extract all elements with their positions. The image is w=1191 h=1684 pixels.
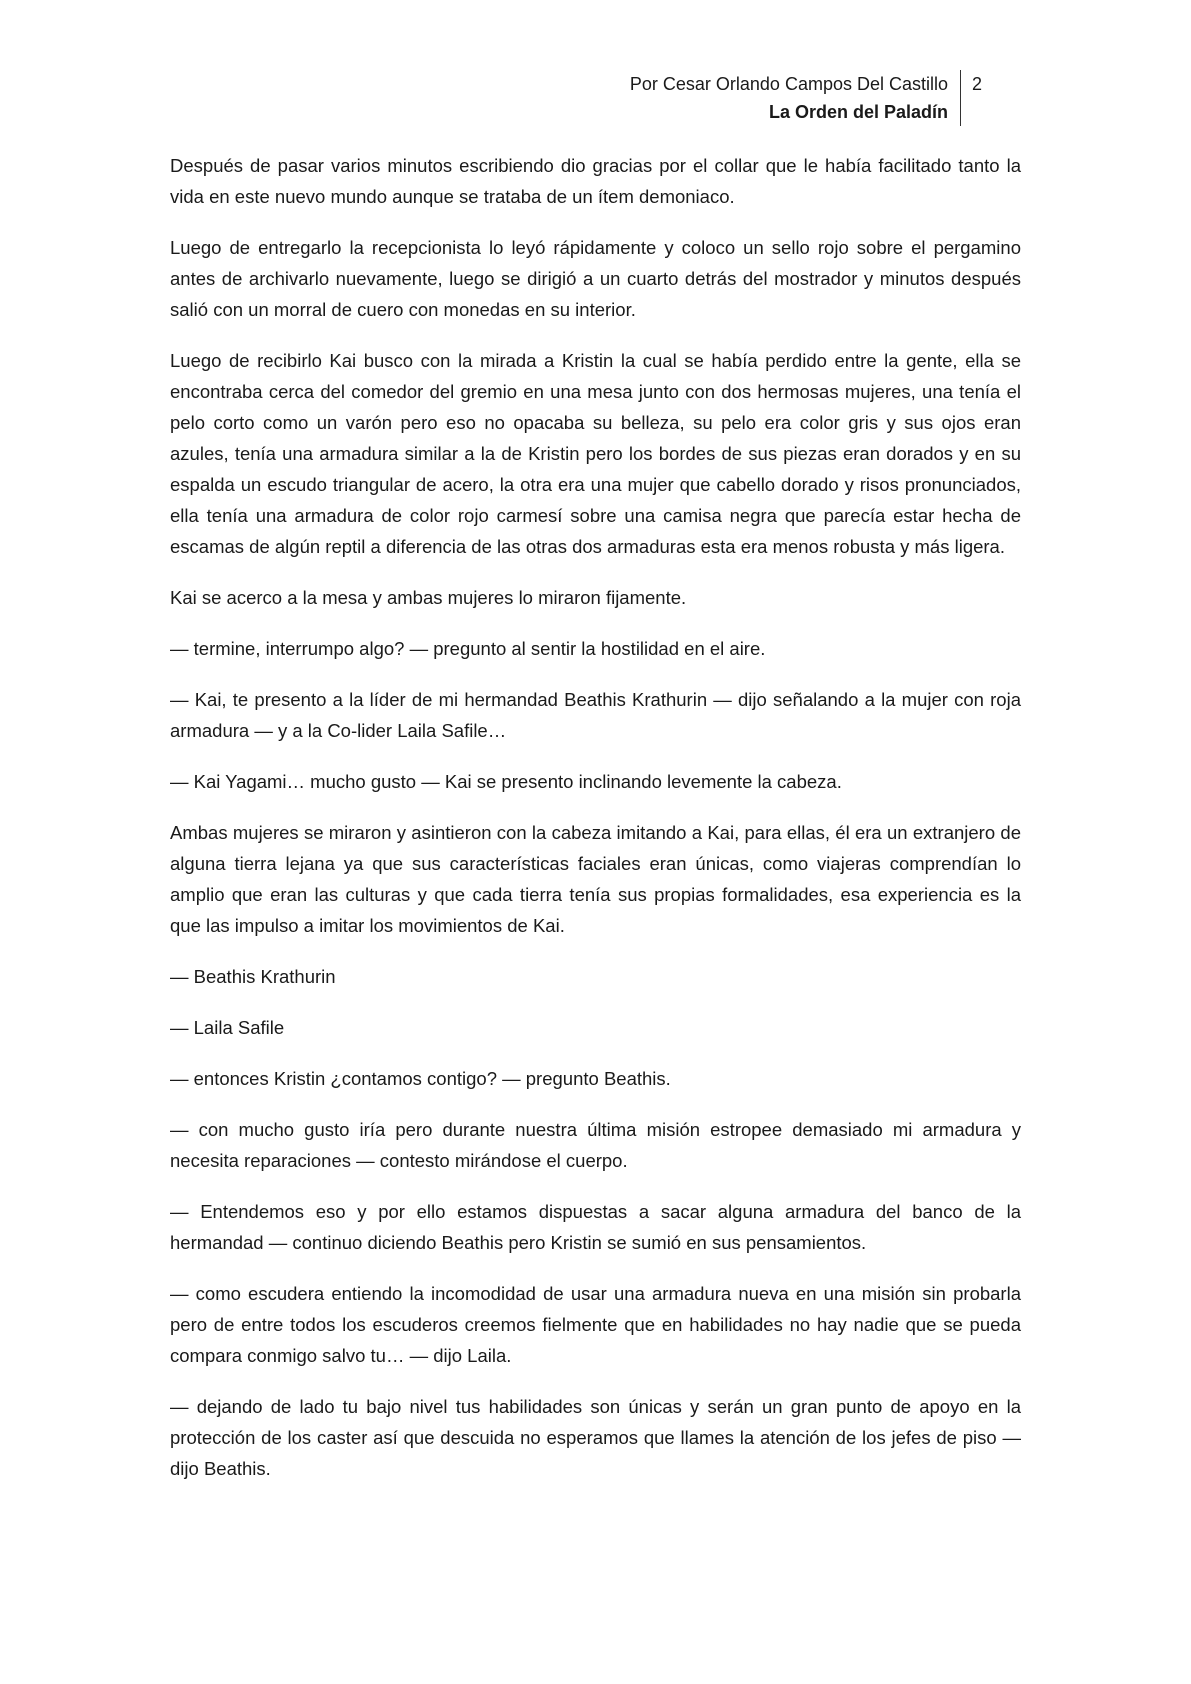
paragraph: — Entendemos eso y por ello estamos dispuestas a sacar alguna armadura del banco de la hermandad — continuo diciendo Beathis pero Kristin se sumió en sus pensamientos. bbox=[170, 1201, 1021, 1253]
header-author: Por Cesar Orlando Campos Del Castillo bbox=[629, 74, 948, 94]
paragraph: — Beathis Krathurin bbox=[170, 966, 336, 987]
paragraph: Ambas mujeres se miraron y asintieron con la cabeza imitando a Kai, para ellas, él era un extranjero de alguna tierra lejana ya que sus características faciales eran únicas, como viajeras comprendían lo amplio que eran las culturas y que cada tierra tenía sus propias formalidades, esa experiencia es la que las impulso a imitar los movimientos de Kai. bbox=[170, 822, 1021, 936]
paragraph: — Kai Yagami… mucho gusto — Kai se presento inclinando levemente la cabeza. bbox=[170, 771, 842, 792]
paragraph: Luego de recibirlo Kai busco con la mirada a Kristin la cual se había perdido entre la gente, ella se encontraba cerca del comedor del gremio en una mesa junto con dos hermosas mujeres, una tenía el pelo corto como un varón pero eso no opacaba su belleza, su pelo era color gris y sus ojos eran azules, tenía una armadura similar a la de Kristin pero los bordes de sus piezas eran dorados y en su espalda un escudo triangular de acero, la otra era una mujer que cabello dorado y risos pronunciados, ella tenía una armadura de color rojo carmesí sobre una camisa negra que parecía estar hecha de escamas de algún reptil a diferencia de las otras dos armaduras esta era menos robusta y más ligera. bbox=[170, 350, 1021, 557]
paragraph: Kai se acerco a la mesa y ambas mujeres lo miraron fijamente. bbox=[170, 587, 687, 608]
page-number: 2 bbox=[972, 74, 983, 94]
page-header bbox=[630, 70, 961, 126]
paragraph: Después de pasar varios minutos escribiendo dio gracias por el collar que le había facilitado tanto la vida en este nuevo mundo aunque se trataba de un ítem demoniaco. bbox=[170, 155, 1021, 207]
paragraph: Luego de entregarlo la recepcionista lo leyó rápidamente y coloco un sello rojo sobre el pergamino antes de archivarlo nuevamente, luego se dirigió a un cuarto detrás del mostrador y minutos después salió con un morral de cuero con monedas en su interior. bbox=[170, 237, 1021, 320]
paragraph: — termine, interrumpo algo? — pregunto al sentir la hostilidad en el aire. bbox=[170, 638, 766, 659]
paragraph: — entonces Kristin ¿contamos contigo? — pregunto Beathis. bbox=[170, 1068, 671, 1089]
paragraph: — Kai, te presento a la líder de mi hermandad Beathis Krathurin — dijo señalando a la mujer con roja armadura — y a la Co-lider Laila Safile… bbox=[170, 689, 1021, 741]
paragraph: — con mucho gusto iría pero durante nuestra última misión estropee demasiado mi armadura y necesita reparaciones — contesto mirándose el cuerpo. bbox=[170, 1119, 1021, 1171]
paragraph: — Laila Safile bbox=[170, 1017, 285, 1038]
body-text bbox=[170, 150, 1021, 1504]
paragraph: — como escudera entiendo la incomodidad de usar una armadura nueva en una misión sin probarla pero de entre todos los escuderos creemos fielmente que en habilidades no hay nadie que se pueda compara conmigo salvo tu… — dijo Laila. bbox=[170, 1283, 1021, 1366]
paragraph: — dejando de lado tu bajo nivel tus habilidades son únicas y serán un gran punto de apoyo en la protección de los caster así que descuida no esperamos que llames la atención de los jefes de piso — dijo Beathis. bbox=[170, 1396, 1021, 1479]
header-title: La Orden del Paladín bbox=[768, 102, 948, 122]
